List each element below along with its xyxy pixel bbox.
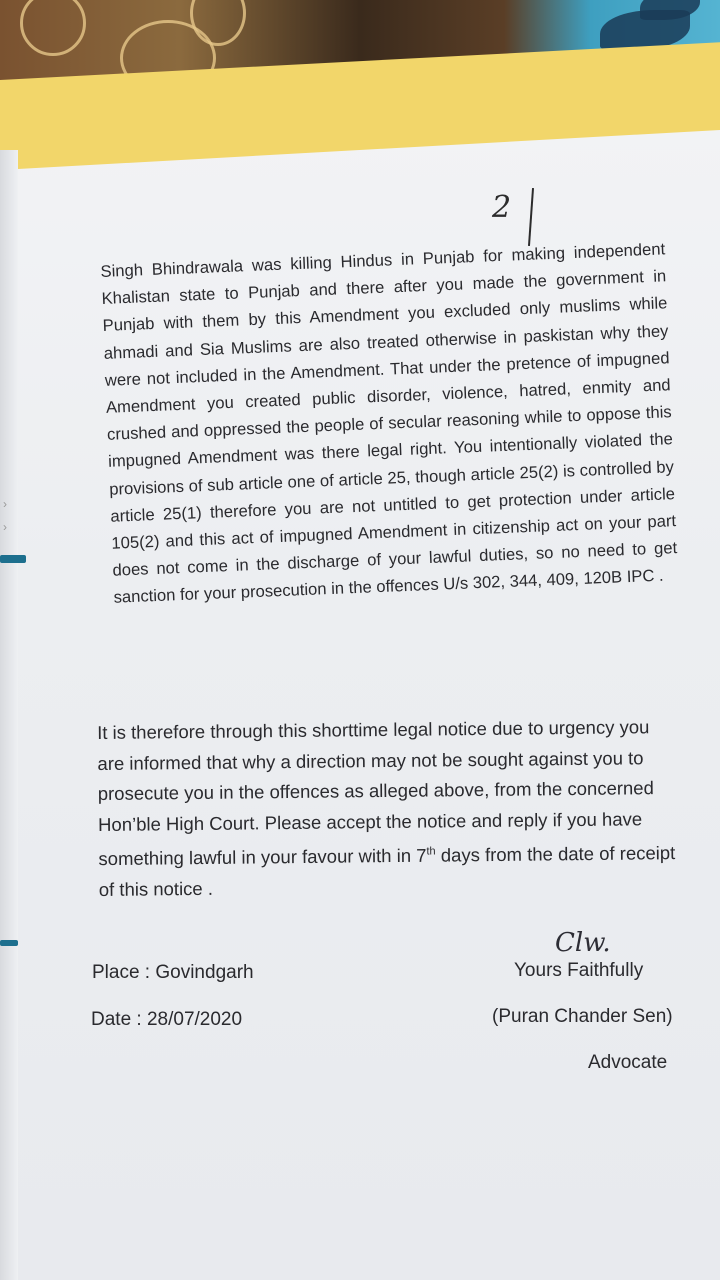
signature-scribble: Clw. [555, 928, 611, 958]
margin-mark: › [3, 497, 7, 511]
fabric-motif [20, 0, 86, 56]
body-paragraph-2 [97, 712, 681, 905]
paragraph-2-text-end: days from the date of receipt of this notice . [98, 842, 676, 900]
paragraph-2-text: It is therefore through this shorttime legal notice due to urgency you are informed that why a direction may not be sought against you to prosecute you in the offences as alleged above, from the concerned Hon’ble High Court. Please accept the notice and reply if you have something lawful in your favour with in 7 [97, 716, 654, 870]
ordinal-suffix: th [426, 845, 436, 858]
signer-name: (Puran Chander Sen) [492, 1006, 673, 1027]
body-paragraph-1: Singh Bhindrawala was killing Hindus in Punjab for making independent Khalistan state to Punjab and there after you made the government in Punjab with them by this Amendment you excluded only muslims while ahmadi and Sia Muslims are also treated otherwise in paskistan why they were not included in the Amendment. That under the pretence of impugned Amendment you created public disorder, violence, hatred, enmity and crushed and oppressed the people of secular reasoning while to oppose this impugned Amendment was there legal right. You intentionally violated the provisions of sub article one of article 25, though article 25(2) is controlled by article 25(1) therefore you are not untitled to get protection under article 105(2) and this act of impugned Amendment in citizenship act on your part does not come in the discharge of your lawful duties, so no need to get sanction for your prosecution in the offences U/s 302, 344, 409, 120B IPC . [100, 239, 678, 608]
page-number: 2 [492, 190, 512, 225]
ink-stain [0, 940, 18, 946]
ink-stain [0, 555, 26, 563]
closing-line: Yours Faithfully [514, 960, 644, 981]
fabric-leaf [640, 0, 700, 20]
margin-mark: › [3, 520, 7, 534]
paper-left-edge [0, 150, 18, 1280]
place-line: Place : Govindgarh [92, 962, 254, 983]
signer-title: Advocate [588, 1052, 668, 1073]
date-line: Date : 28/07/2020 [91, 1009, 243, 1030]
